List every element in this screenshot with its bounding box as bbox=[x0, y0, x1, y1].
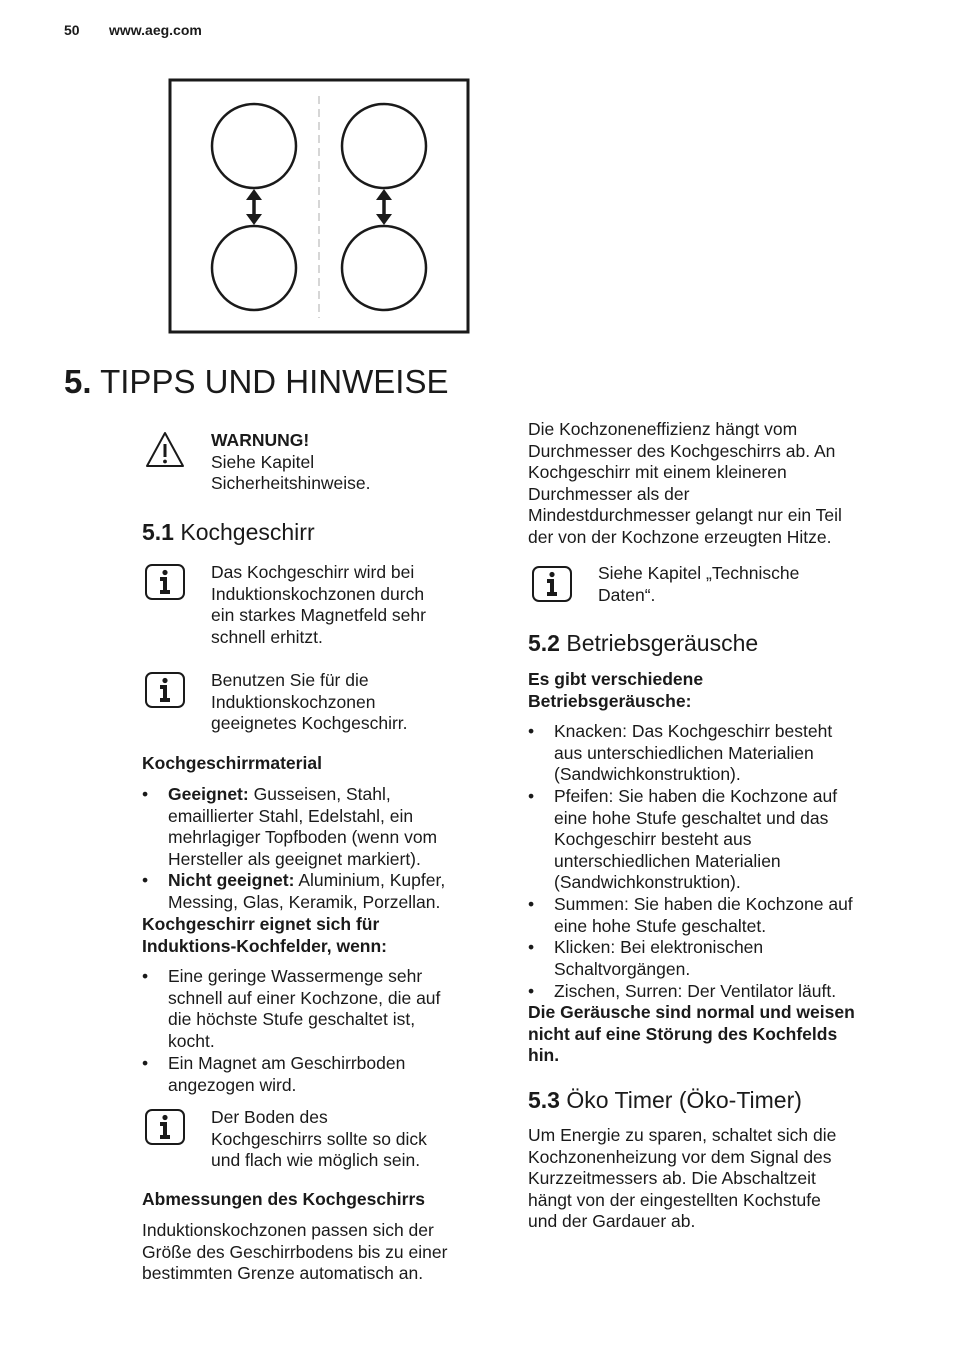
info-text-3 bbox=[211, 1107, 427, 1172]
text-line: der von der Kochzone erzeugten Hitze. bbox=[528, 526, 832, 547]
cooking-zone-circle bbox=[342, 226, 426, 310]
text-line: die höchste Stufe geschaltet ist, bbox=[168, 1009, 416, 1030]
text-line: Durchmesser als der bbox=[528, 483, 690, 504]
text-line: Siehe Kapitel „Technische bbox=[598, 563, 800, 583]
text-line: Induktionskochzonen durch bbox=[211, 583, 425, 604]
text-line: unterschiedlichen Materialien bbox=[554, 850, 781, 871]
warning-block bbox=[211, 430, 371, 495]
text-line: Hersteller als geeignet markiert). bbox=[168, 848, 421, 869]
noises-intro bbox=[528, 669, 703, 712]
double-arrow-icon bbox=[376, 189, 392, 225]
info-icon bbox=[144, 671, 186, 709]
list-item bbox=[142, 870, 502, 914]
text-line: und flach wie möglich sein. bbox=[211, 1150, 421, 1171]
info-icon bbox=[144, 563, 186, 601]
text-line: Durchmesser des Kochgeschirrs ab. An bbox=[528, 440, 836, 461]
chapter-heading bbox=[64, 362, 448, 402]
bullet: • bbox=[142, 870, 149, 890]
bullet: • bbox=[142, 1053, 149, 1073]
text-line: Pfeifen: Sie haben die Kochzone auf bbox=[554, 786, 838, 806]
chapter-number: 5. bbox=[64, 363, 92, 400]
info-text-2 bbox=[211, 670, 408, 735]
cooking-zone-circle bbox=[342, 104, 426, 188]
bullet: • bbox=[528, 894, 535, 914]
bullet: • bbox=[528, 937, 535, 957]
text-line: Schaltvorgängen. bbox=[554, 958, 691, 979]
material-heading: Kochgeschirrmaterial bbox=[142, 753, 322, 773]
warning-label: WARNUNG! bbox=[211, 430, 310, 450]
text-line: Induktions-Kochfelder, wenn: bbox=[142, 935, 388, 956]
text-line: Aluminium, Kupfer, bbox=[298, 870, 446, 890]
text-line: nicht auf eine Störung des Kochfelds bbox=[528, 1023, 838, 1044]
text-line: Kochzonenheizung vor dem Signal des bbox=[528, 1146, 832, 1167]
text-line: ein starkes Magnetfeld sehr bbox=[211, 605, 426, 626]
efficiency-paragraph bbox=[528, 419, 842, 549]
text-line: Knacken: Das Kochgeschirr besteht bbox=[554, 721, 833, 741]
cooking-zone-circle bbox=[212, 226, 296, 310]
list-item bbox=[142, 966, 502, 1054]
list-item bbox=[528, 786, 898, 896]
list-item bbox=[528, 981, 898, 1003]
suitable-heading bbox=[142, 914, 387, 957]
text-line: eine hohe Stufe geschaltet und das bbox=[554, 807, 829, 828]
text-line: schnell erhitzt. bbox=[211, 626, 323, 647]
warning-text-line: Siehe Kapitel bbox=[211, 451, 315, 472]
info-icon bbox=[531, 565, 573, 603]
text-line: (Sandwichkonstruktion). bbox=[554, 872, 741, 893]
dimensions-heading: Abmessungen des Kochgeschirrs bbox=[142, 1189, 425, 1209]
section-title: Kochgeschirr bbox=[180, 519, 315, 545]
text-line: kocht. bbox=[168, 1030, 215, 1051]
text-line: Kochgeschirr mit einem kleineren bbox=[528, 462, 787, 483]
text-line: Betriebsgeräusche: bbox=[528, 690, 692, 711]
list-item bbox=[142, 1053, 502, 1097]
section-heading-5-3 bbox=[528, 1086, 802, 1114]
text-line: Induktionskochzonen bbox=[211, 691, 376, 712]
text-line: Klicken: Bei elektronischen bbox=[554, 937, 764, 957]
text-line: emaillierter Stahl, Edelstahl, ein bbox=[168, 805, 414, 826]
text-line: Kochgeschirr besteht aus bbox=[554, 829, 752, 850]
text-line: Kochgeschirrs sollte so dick bbox=[211, 1128, 427, 1149]
warning-icon bbox=[144, 430, 186, 470]
text-line: Ein Magnet am Geschirrboden bbox=[168, 1053, 406, 1073]
text-line: Um Energie zu sparen, schaltet sich die bbox=[528, 1125, 837, 1145]
text-line: Größe des Geschirrbodens bis zu einer bbox=[142, 1241, 448, 1262]
double-arrow-icon bbox=[246, 189, 262, 225]
text-line: Summen: Sie haben die Kochzone auf bbox=[554, 894, 853, 914]
text-line: geeignetes Kochgeschirr. bbox=[211, 713, 408, 734]
text-line: Es gibt verschiedene bbox=[528, 669, 704, 689]
bullet: • bbox=[142, 966, 149, 986]
text-line: Messing, Glas, Keramik, Porzellan. bbox=[168, 891, 441, 912]
text-line: Kochgeschirr eignet sich für bbox=[142, 914, 380, 934]
page-number: 50 bbox=[64, 22, 80, 38]
material-label: Nicht geeignet: bbox=[168, 870, 295, 890]
text-line: schnell auf einer Kochzone, die auf bbox=[168, 987, 441, 1008]
dimensions-text bbox=[142, 1220, 447, 1285]
hob-diagram bbox=[168, 78, 472, 336]
bullet: • bbox=[142, 784, 149, 804]
text-line: Daten“. bbox=[598, 584, 656, 605]
warning-text-line: Sicherheitshinweise. bbox=[211, 473, 371, 494]
section-number: 5.1 bbox=[142, 519, 174, 545]
cooking-zone-circle bbox=[212, 104, 296, 188]
list-item bbox=[528, 894, 898, 938]
section-number: 5.2 bbox=[528, 630, 560, 656]
text-line: aus unterschiedlichen Materialien bbox=[554, 742, 814, 763]
text-line: Eine geringe Wassermenge sehr bbox=[168, 966, 423, 986]
text-line: mehrlagiger Topfboden (wenn vom bbox=[168, 827, 438, 848]
list-item bbox=[528, 721, 898, 787]
text-line: Das Kochgeschirr wird bei bbox=[211, 562, 415, 582]
text-line: und der Gardauer ab. bbox=[528, 1211, 696, 1232]
text-line: Gusseisen, Stahl, bbox=[253, 784, 391, 804]
text-line: eine hohe Stufe geschaltet. bbox=[554, 915, 767, 936]
list-item bbox=[528, 937, 898, 981]
section-title: Betriebsgeräusche bbox=[566, 630, 759, 656]
text-line: Benutzen Sie für die bbox=[211, 670, 369, 690]
info-text-1 bbox=[211, 562, 426, 648]
bullet: • bbox=[528, 786, 535, 806]
section-title: Öko Timer (Öko-Timer) bbox=[566, 1087, 802, 1113]
bullet: • bbox=[528, 721, 535, 741]
info-text-4 bbox=[598, 563, 799, 606]
text-line: hängt von der eingestellten Kochstufe bbox=[528, 1189, 821, 1210]
section-heading-5-2 bbox=[528, 629, 758, 657]
text-line: bestimmten Grenze automatisch an. bbox=[142, 1263, 424, 1284]
text-line: Die Geräusche sind normal und weisen bbox=[528, 1002, 855, 1022]
bullet: • bbox=[528, 981, 535, 1001]
section-heading-5-1 bbox=[142, 518, 315, 546]
eco-timer-text bbox=[528, 1125, 836, 1233]
text-line: Die Kochzoneneffizienz hängt vom bbox=[528, 419, 798, 439]
text-line: Zischen, Surren: Der Ventilator läuft. bbox=[554, 981, 837, 1001]
chapter-title: TIPPS UND HINWEISE bbox=[100, 363, 449, 400]
text-line: (Sandwichkonstruktion). bbox=[554, 764, 741, 785]
text-line: hin. bbox=[528, 1045, 560, 1066]
noises-note bbox=[528, 1002, 855, 1067]
info-icon bbox=[144, 1108, 186, 1146]
material-label: Geeignet: bbox=[168, 784, 249, 804]
text-line: angezogen wird. bbox=[168, 1074, 297, 1095]
section-number: 5.3 bbox=[528, 1087, 560, 1113]
text-line: Kurzzeitmessers ab. Die Abschaltzeit bbox=[528, 1168, 816, 1189]
website-url: www.aeg.com bbox=[109, 22, 202, 38]
text-line: Mindestdurchmesser gelangt nur ein Teil bbox=[528, 505, 842, 526]
text-line: Induktionskochzonen passen sich der bbox=[142, 1220, 434, 1240]
text-line: Der Boden des bbox=[211, 1107, 328, 1127]
